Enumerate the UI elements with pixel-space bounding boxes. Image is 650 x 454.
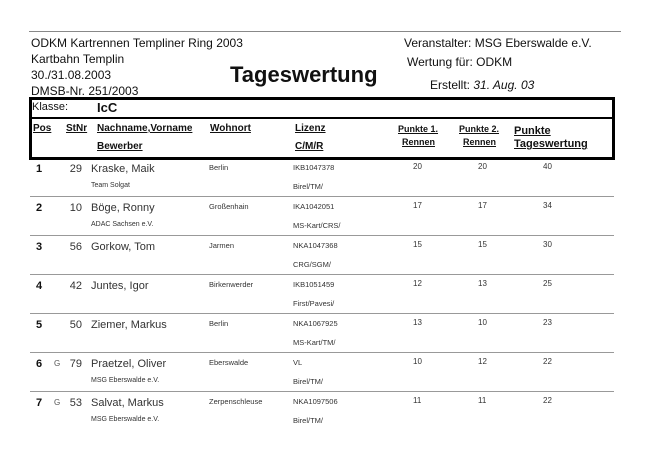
created bbox=[430, 78, 534, 92]
cell-cmr: MS-Kart/TM/ bbox=[293, 338, 336, 347]
cell-p2: 20 bbox=[478, 162, 487, 171]
cell-p1: 20 bbox=[413, 162, 422, 171]
cell-name: Ziemer, Markus bbox=[91, 319, 167, 331]
cell-p1: 12 bbox=[413, 279, 422, 288]
table-row bbox=[30, 275, 614, 314]
klasse-label: Klasse: bbox=[32, 101, 69, 113]
cell-stnr: 10 bbox=[69, 202, 82, 214]
cell-wohnort: Eberswalde bbox=[209, 358, 249, 367]
wertung: Wertung für: ODKM bbox=[407, 55, 513, 69]
class-header-box bbox=[29, 97, 615, 160]
cell-lizenz: NKA1047368 bbox=[293, 241, 338, 250]
cell-p2: 11 bbox=[478, 396, 487, 405]
cell-stnr: 50 bbox=[69, 319, 82, 331]
cell-name: Kraske, Maik bbox=[91, 163, 155, 175]
cell-pos: 7 bbox=[36, 397, 43, 409]
cell-wohnort: Berlin bbox=[209, 163, 229, 172]
cell-lizenz: VL bbox=[293, 358, 303, 367]
cell-pos: 4 bbox=[36, 280, 43, 292]
cell-bewerber: ADAC Sachsen e.V. bbox=[91, 221, 154, 228]
cell-cmr: CRG/SGM/ bbox=[293, 260, 331, 269]
col-cmr: C/M/R bbox=[295, 141, 324, 152]
cell-stnr: 56 bbox=[69, 241, 82, 253]
cell-p2: 15 bbox=[478, 240, 487, 249]
cell-p1: 15 bbox=[413, 240, 422, 249]
table-row bbox=[30, 314, 614, 353]
col-total: Punkte bbox=[514, 125, 551, 137]
cell-p1: 13 bbox=[413, 318, 422, 327]
cell-total: 34 bbox=[543, 201, 552, 210]
cell-total: 25 bbox=[543, 279, 552, 288]
cell-p2: 17 bbox=[478, 201, 487, 210]
cell-total: 22 bbox=[543, 396, 552, 405]
cell-wohnort: Zerpenschleuse bbox=[209, 397, 263, 406]
cell-pos: 6 bbox=[36, 358, 43, 370]
cell-p1: 11 bbox=[413, 396, 422, 405]
col-p2b: Rennen bbox=[463, 137, 497, 147]
col-wohnort: Wohnort bbox=[210, 123, 251, 134]
col-pos: Pos bbox=[33, 123, 52, 134]
page-title: Tageswertung bbox=[230, 62, 378, 87]
table-row bbox=[30, 236, 614, 275]
created-date: 31. Aug. 03 bbox=[473, 78, 535, 92]
col-p1b: Rennen bbox=[402, 137, 436, 147]
cell-cmr: First/Pavesi/ bbox=[293, 299, 335, 308]
cell-total: 23 bbox=[543, 318, 552, 327]
cell-name: Böge, Ronny bbox=[91, 202, 155, 214]
cell-cmr: Birel/TM/ bbox=[293, 377, 323, 386]
cell-stnr: 53 bbox=[69, 397, 82, 409]
cell-pos: 3 bbox=[36, 241, 43, 253]
cell-total: 40 bbox=[543, 162, 552, 171]
created-label: Erstellt: bbox=[430, 78, 471, 92]
cell-name: Praetzel, Oliver bbox=[91, 358, 167, 370]
cell-p1: 10 bbox=[413, 357, 422, 366]
table-row bbox=[30, 392, 614, 431]
top-rule bbox=[29, 31, 621, 32]
cell-name: Juntes, Igor bbox=[91, 280, 149, 292]
col-total-b: Tageswertung bbox=[514, 138, 588, 150]
cell-lizenz: IKB1051459 bbox=[293, 280, 335, 289]
cell-pos: 1 bbox=[36, 163, 43, 175]
dmsb-number: DMSB-Nr. 251/2003 bbox=[31, 84, 139, 98]
col-bewerber: Bewerber bbox=[97, 141, 143, 152]
cell-lizenz: NKA1097506 bbox=[293, 397, 338, 406]
cell-total: 22 bbox=[543, 357, 552, 366]
venue: Kartbahn Templin bbox=[31, 52, 125, 66]
cell-cmr: MS-Kart/CRS/ bbox=[293, 221, 341, 230]
cell-wohnort: Berlin bbox=[209, 319, 229, 328]
col-stnr: StNr bbox=[66, 123, 88, 134]
cell-name: Salvat, Markus bbox=[91, 397, 164, 409]
cell-wohnort: Jarmen bbox=[209, 241, 235, 250]
cell-g: G bbox=[54, 359, 61, 368]
organizer: Veranstalter: MSG Eberswalde e.V. bbox=[404, 36, 592, 50]
cell-bewerber: Team Solgat bbox=[91, 182, 130, 189]
event-date: 30./31.08.2003 bbox=[31, 68, 112, 82]
cell-pos: 2 bbox=[36, 202, 43, 214]
divider bbox=[32, 117, 612, 119]
cell-p1: 17 bbox=[413, 201, 422, 210]
cell-lizenz: IKB1047378 bbox=[293, 163, 335, 172]
cell-p2: 12 bbox=[478, 357, 487, 366]
table-row bbox=[30, 158, 614, 197]
cell-stnr: 42 bbox=[69, 280, 82, 292]
cell-pos: 5 bbox=[36, 319, 43, 331]
cell-cmr: Birel/TM/ bbox=[293, 182, 323, 191]
cell-cmr: Birel/TM/ bbox=[293, 416, 323, 425]
col-name: Nachname,Vorname bbox=[97, 123, 193, 134]
cell-wohnort: Birkenwerder bbox=[209, 280, 254, 289]
cell-p2: 10 bbox=[478, 318, 487, 327]
event-name: ODKM Kartrennen Templiner Ring 2003 bbox=[31, 36, 243, 50]
table-row bbox=[30, 353, 614, 392]
cell-name: Gorkow, Tom bbox=[91, 241, 155, 253]
cell-lizenz: IKA1042051 bbox=[293, 202, 335, 211]
table-row bbox=[30, 197, 614, 236]
col-lizenz: Lizenz bbox=[295, 123, 326, 134]
col-p1: Punkte 1. bbox=[398, 124, 439, 134]
col-p2: Punkte 2. bbox=[459, 124, 500, 134]
cell-p2: 13 bbox=[478, 279, 487, 288]
klasse-value: IcC bbox=[97, 100, 118, 115]
cell-bewerber: MSG Eberswalde e.V. bbox=[91, 377, 160, 384]
cell-bewerber: MSG Eberswalde e.V. bbox=[91, 416, 160, 423]
cell-stnr: 79 bbox=[69, 358, 82, 370]
cell-wohnort: Großenhain bbox=[209, 202, 249, 211]
cell-total: 30 bbox=[543, 240, 552, 249]
cell-stnr: 29 bbox=[69, 163, 82, 175]
cell-g: G bbox=[54, 398, 61, 407]
cell-lizenz: NKA1067925 bbox=[293, 319, 338, 328]
